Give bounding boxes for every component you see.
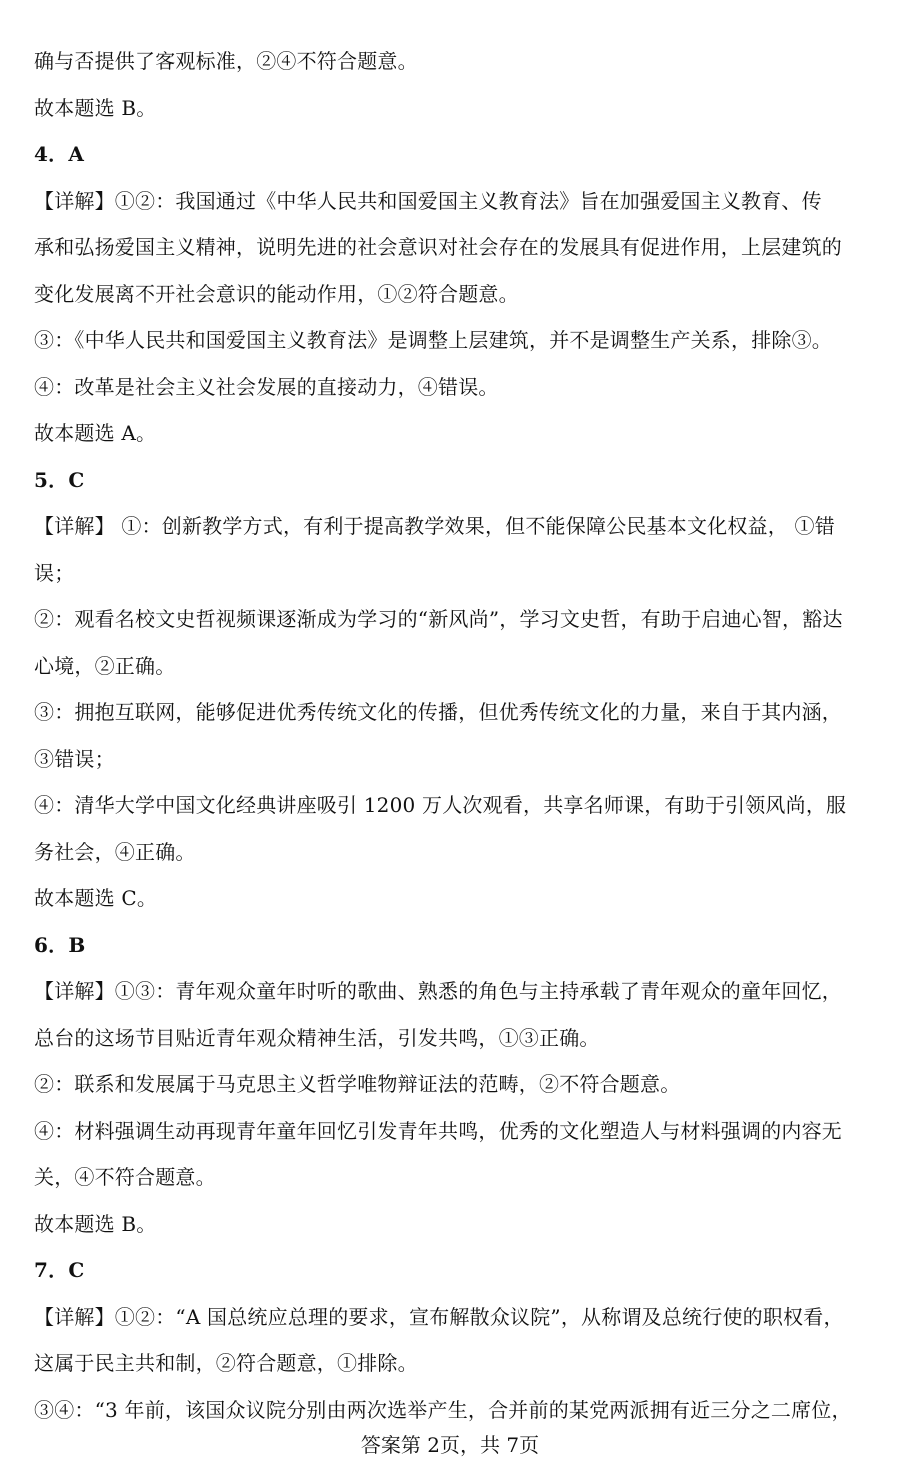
page-footer: 答案第 2页，共 7页 [360, 1433, 540, 1457]
text-line: 故本题选 B。 [34, 1211, 157, 1236]
text-line: 变化发展离不开社会意识的能动作用，①②符合题意。 [34, 281, 519, 306]
text-line: 【详解】①②：我国通过《中华人民共和国爱国主义教育法》旨在加强爱国主义教育、传 [34, 188, 822, 213]
text-line: 故本题选 B。 [34, 95, 157, 120]
text-line: ③：《中华人民共和国爱国主义教育法》是调整上层建筑，并不是调整生产关系，排除③。 [34, 328, 832, 352]
text-line: ④：改革是社会主义社会发展的直接动力，④错误。 [34, 374, 499, 399]
text-line: 这属于民主共和制，②符合题意，①排除。 [34, 1351, 418, 1375]
question-number: 6．B [34, 932, 86, 957]
text-line: ②：观看名校文史哲视频课逐渐成为学习的“新风尚”，学习文史哲，有助于启迪心智，豁达 [34, 607, 843, 631]
text-line: 承和弘扬爱国主义精神，说明先进的社会意识对社会存在的发展具有促进作用，上层建筑的 [34, 235, 842, 259]
text-line: 总台的这场节目贴近青年观众精神生活，引发共鸣，①③正确。 [34, 1025, 600, 1050]
text-line: 【详解】①②：“A 国总统应总理的要求，宣布解散众议院”，从称谓及总统行使的职权看， [34, 1304, 844, 1329]
text-line: ④：清华大学中国文化经典讲座吸引 1200 万人次观看，共享名师课，有助于引领风尚，服 [34, 793, 847, 817]
answer-content [34, 38, 864, 1433]
text-line: 确与否提供了客观标准，②④不符合题意。 [34, 49, 418, 73]
text-line: 【详解】①③：青年观众童年时听的歌曲、熟悉的角色与主持承载了青年观众的童年回忆， [34, 979, 842, 1003]
question-number: 4．A [34, 142, 85, 166]
question-number: 7．C [34, 1258, 85, 1282]
text-line: 故本题选 C。 [34, 886, 158, 910]
text-line: 心境，②正确。 [34, 653, 176, 678]
question-number: 5．C [34, 467, 85, 492]
text-line: 关，④不符合题意。 [34, 1165, 216, 1189]
text-line: 【详解】 ①：创新教学方式，有利于提高教学效果，但不能保障公民基本文化权益， ①错 [34, 514, 835, 538]
text-line: ③④：“3 年前，该国众议院分别由两次选举产生，合并前的某党两派拥有近三分之二席位， [34, 1397, 852, 1422]
text-line: 故本题选 A。 [34, 421, 157, 445]
text-line: ②：联系和发展属于马克思主义哲学唯物辩证法的范畴，②不符合题意。 [34, 1072, 681, 1096]
text-line: ④：材料强调生动再现青年童年回忆引发青年共鸣，优秀的文化塑造人与材料强调的内容无 [34, 1118, 842, 1143]
text-line: 误； [34, 560, 75, 585]
text-line: ③错误； [34, 746, 115, 771]
text-line: ③：拥抱互联网，能够促进优秀传统文化的传播，但优秀传统文化的力量，来自于其内涵， [34, 700, 842, 724]
text-line: 务社会，④正确。 [34, 839, 196, 864]
